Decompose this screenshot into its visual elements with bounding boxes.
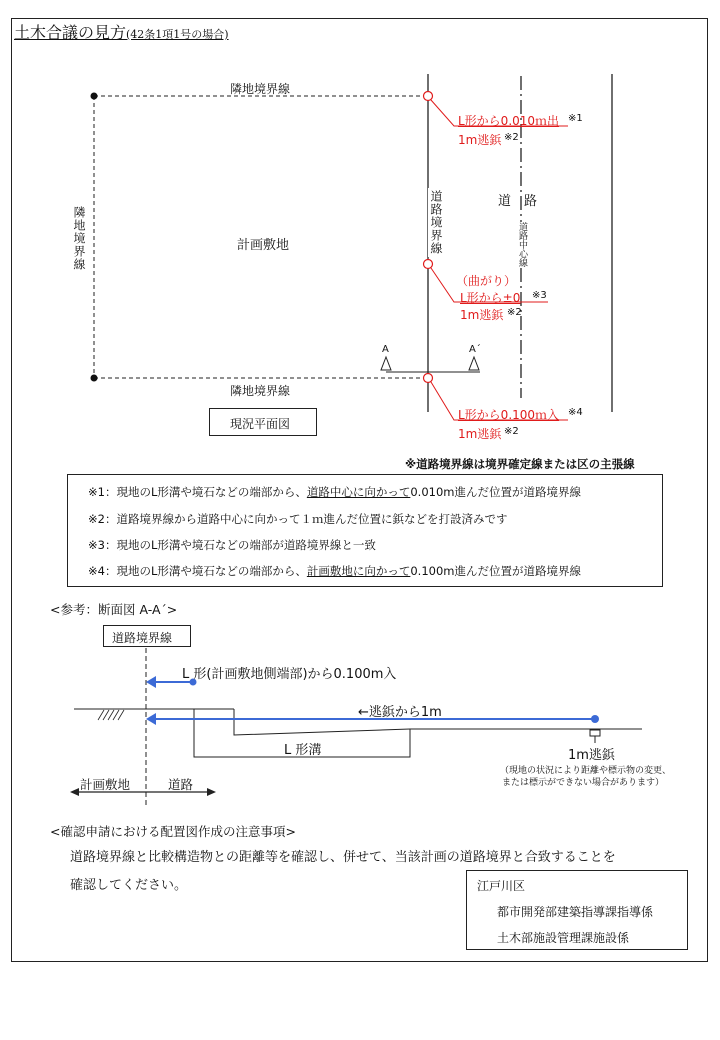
note-4: ※4：現地のL形溝や境石などの端部から、計画敷地に向かって0.100m進んだ位置が道路境界線 [88,564,581,578]
point1-offset-label: L形から0.010ｍ出 [458,114,560,128]
section-site-label: 計画敷地 [80,777,131,792]
precautions-heading: <確認申請における配置図作成の注意事項> [50,824,296,839]
section-a-prime-label: A´ [469,344,481,355]
neighbor-boundary-left-label: 隣地境界線 [72,206,86,271]
note-2: ※2：道路境界線から道路中心に向かって１ｍ進んだ位置に鋲などを打設済みです [88,512,508,526]
contact-dept-1: 都市開発部建築指導課指導係 [497,905,654,919]
road-boundary-label: 道路境界線 [429,190,443,255]
section-boundary-label: 道路境界線 [112,631,173,645]
section-caption-2: または標示ができない場合があります） [502,778,665,788]
contact-box [466,870,688,950]
point2-ref-1: ※3 [532,290,547,301]
site-arrow-head [70,788,79,796]
road-center-label: 道路中心線 [517,222,527,267]
road-arrow-head [207,788,216,796]
point2-nigebyo-label: 1m逃鋲 [460,308,504,322]
point1-ref-1: ※1 [568,113,583,124]
point3-nigebyo-label: 1m逃鋲 [458,427,502,441]
section-1m-label: 1m逃鋲 [568,748,615,763]
nigebyo-arrow-head [146,713,156,725]
point3-offset-label: L形から0.100ｍ入 [458,408,560,422]
note-1: ※1：現地のL形溝や境石などの端部から、道路中心に向かって0.010m進んだ位置が道路境界線 [88,485,581,499]
point2-ref-2: ※2 [507,307,522,318]
point2-offset-label: L形から±0 [460,291,521,305]
contact-dept-2: 土木部施設管理課施設係 [497,931,630,945]
offset-arrow-head [146,676,156,688]
road-label: 道 路 [498,194,538,209]
section-caption-1: （現地の状況により距離や標示物の変更、 [500,766,672,776]
section-heading: <参考：断面図 A-A´> [50,602,178,617]
nigebyo-point [591,715,599,723]
section-gutter-label: L 形溝 [284,743,322,758]
precautions-line-2: 確認してください。 [70,878,188,893]
boundary-note: ※道路境界線は境界確定線または区の主張線 [405,457,635,471]
point1-nigebyo-label: 1m逃鋲 [458,133,502,147]
neighbor-boundary-bottom-label: 隣地境界線 [230,384,291,398]
point3-ref-2: ※2 [504,426,519,437]
site-label: 計画敷地 [237,238,290,253]
plan-caption: 現況平面図 [230,417,291,431]
section-nigebyo-label: ←逃鋲から1m [358,705,442,720]
precautions-line-1: 道路境界線と比較構造物との距離等を確認し、併せて、当該計画の道路境界と合致することを [70,850,616,865]
neighbor-boundary-top-label: 隣地境界線 [230,82,291,96]
section-a-label: A [382,344,389,355]
point3-ref-1: ※4 [568,407,583,418]
contact-ward: 江戸川区 [477,879,526,893]
nail-marker [590,730,600,736]
section-road-label: 道路 [168,777,194,792]
point2-bend-label: （曲がり） [456,274,517,288]
section-offset-label: L 形(計画敷地側端部)から0.100m入 [182,667,397,682]
ground-hatch [98,710,124,720]
point1-ref-2: ※2 [504,132,519,143]
note-3: ※3：現地のL形溝や境石などの端部が道路境界線と一致 [88,538,376,552]
page-title: 土木合議の見方(42条1項1号の場合) [14,23,229,42]
